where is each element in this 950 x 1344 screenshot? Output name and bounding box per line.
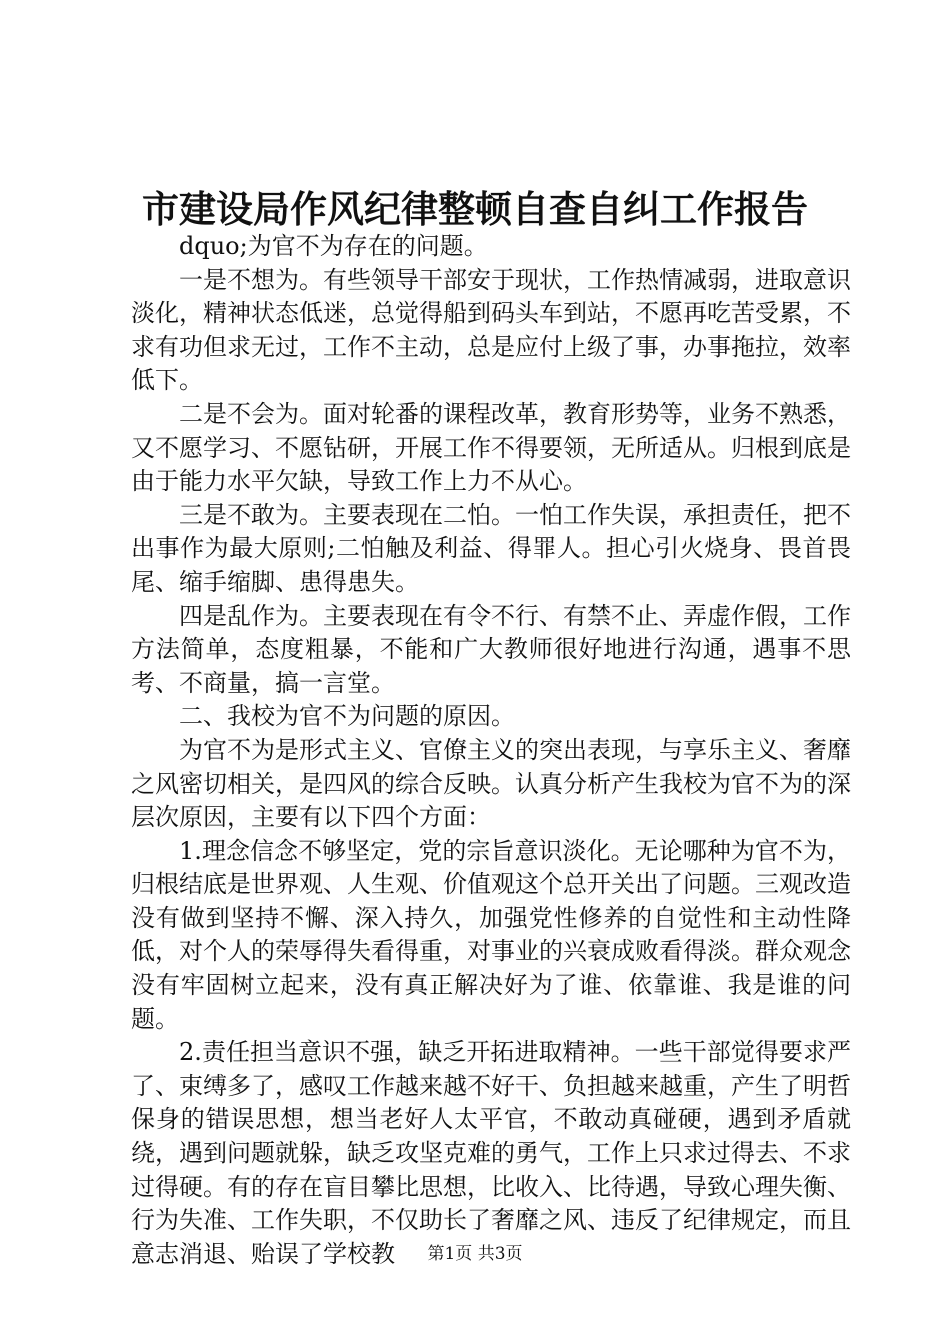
paragraph-not-willing: 一是不想为。有些领导干部安于现状，工作热情减弱，进取意识淡化，精神状态低迷，总觉得船到码头车到站，不愿再吃苦受累，不求有功但求无过，工作不主动，总是应付上级了事，办事拖拉，效率低下。 xyxy=(131,265,851,395)
section-heading-causes: 二、我校为官不为问题的原因。 xyxy=(179,702,515,731)
document-body xyxy=(131,230,851,1271)
paragraph-not-capable: 二是不会为。面对轮番的课程改革，教育形势等，业务不熟悉，又不愿学习、不愿钻研，开展工作不得要领，无所适从。归根到底是由于能力水平欠缺，导致工作上力不从心。 xyxy=(131,399,851,496)
document-title: 市建设局作风纪律整顿自查自纠工作报告 xyxy=(142,187,808,231)
paragraph-cause-2: 2.责任担当意识不强，缺乏开拓进取精神。一些干部觉得要求严了、束缚多了，感叹工作越来越不好干、负担越来越重，产生了明哲保身的错误思想，想当老好人太平官，不敢动真碰硬，遇到矛盾就绕，遇到问题就躲，缺乏攻坚克难的勇气，工作上只求过得去、不求过得硬。有的存在盲目攀比思想，比收入、比待遇，导致心理失衡、行为失准、工作失职，不仅助长了奢靡之风、违反了纪律规定，而且意志消退、贻误了学校教 xyxy=(131,1038,851,1268)
paragraph-causes-overview: 为官不为是形式主义、官僚主义的突出表现，与享乐主义、奢靡之风密切相关，是四风的综合反映。认真分析产生我校为官不为的深层次原因，主要有以下四个方面： xyxy=(131,735,851,832)
page-footer: 第1页 共3页 xyxy=(427,1244,523,1264)
paragraph-not-daring: 三是不敢为。主要表现在二怕。一怕工作失误，承担责任，把不出事作为最大原则;二怕触及利益、得罪人。担心引火烧身、畏首畏尾、缩手缩脚、患得患失。 xyxy=(131,500,851,596)
paragraph-intro: dquo;为官不为存在的问题。 xyxy=(179,232,488,260)
paragraph-misconduct: 四是乱作为。主要表现在有令不行、有禁不止、弄虚作假，工作方法简单，态度粗暴，不能和广大教师很好地进行沟通，遇事不思考、不商量，搞一言堂。 xyxy=(131,601,851,697)
paragraph-cause-1: 1.理念信念不够坚定，党的宗旨意识淡化。无论哪种为官不为，归根结底是世界观、人生观、价值观这个总开关出了问题。三观改造没有做到坚持不懈、深入持久，加强党性修养的自觉性和主动性降低，对个人的荣辱得失看得重，对事业的兴衰成败看得淡。群众观念没有牢固树立起来，没有真正解决好为了谁、依靠谁、我是谁的问题。 xyxy=(131,836,851,1033)
